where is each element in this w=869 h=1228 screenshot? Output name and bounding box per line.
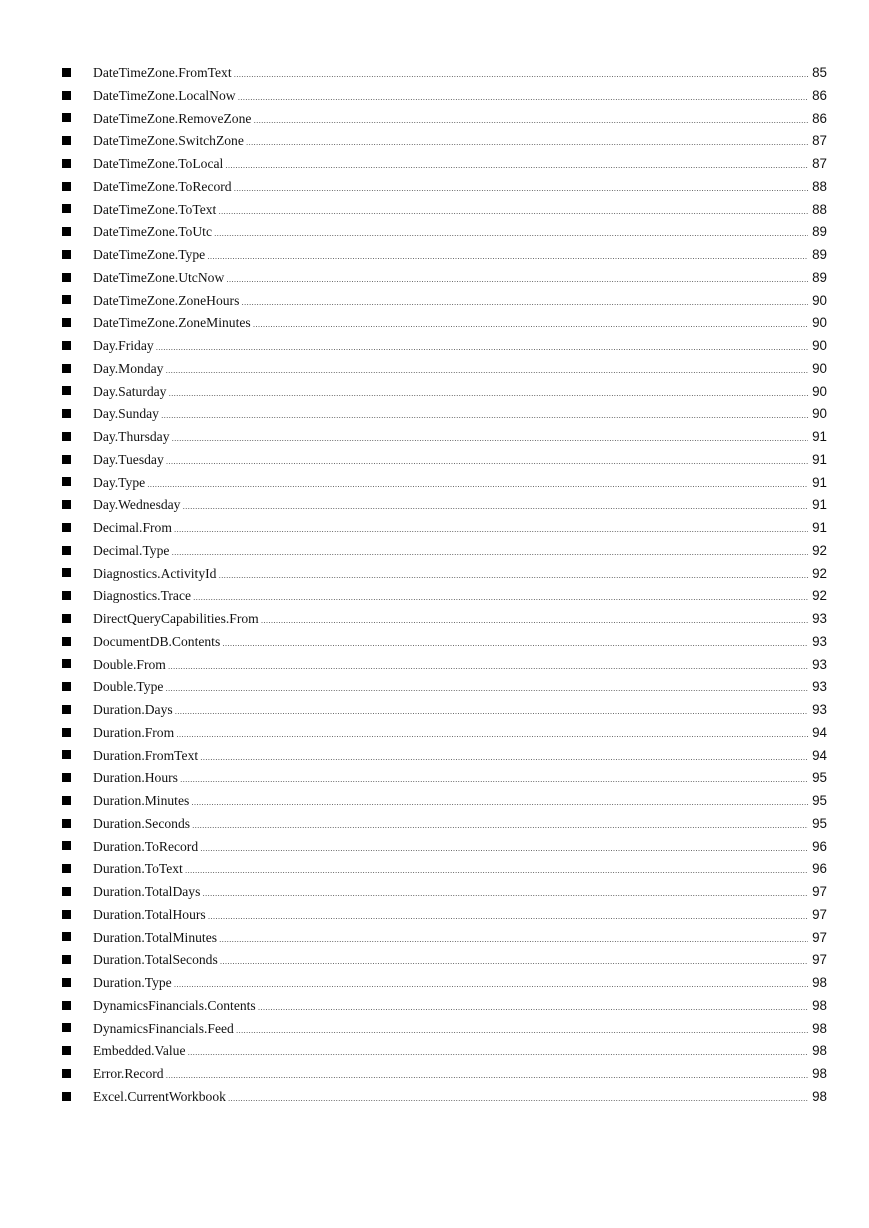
toc-entry-title[interactable]: DateTimeZone.LocalNow [93, 87, 236, 103]
toc-entry-title[interactable]: Day.Wednesday [93, 497, 181, 513]
toc-entry-title[interactable]: DateTimeZone.ToRecord [93, 178, 232, 194]
toc-page-number[interactable]: 93 [812, 679, 827, 695]
toc-page-number[interactable]: 98 [812, 1043, 827, 1059]
square-bullet-icon [62, 1023, 71, 1032]
toc-entry[interactable] [62, 517, 827, 540]
dot-leader [253, 313, 808, 336]
toc-entry[interactable] [62, 654, 827, 677]
dot-leader [220, 950, 808, 973]
dot-leader [182, 495, 808, 518]
dot-leader [258, 996, 808, 1019]
square-bullet-icon [62, 91, 71, 100]
toc-entry-title[interactable]: Day.Friday [93, 338, 154, 353]
dot-leader [187, 1041, 808, 1064]
square-bullet-icon [62, 614, 71, 623]
square-bullet-icon [62, 910, 71, 919]
toc-entry-title[interactable]: DateTimeZone.SwitchZone [93, 133, 244, 149]
dot-leader [253, 109, 808, 132]
toc-entry-title[interactable]: DateTimeZone.RemoveZone [93, 110, 252, 126]
toc-page-number[interactable]: 95 [812, 815, 827, 831]
toc-entry-title[interactable]: Day.Monday [93, 360, 164, 376]
square-bullet-icon [62, 409, 71, 418]
dot-leader [219, 928, 808, 951]
toc-entry-title[interactable]: Day.Tuesday [93, 451, 164, 467]
toc-page-number[interactable]: 90 [812, 360, 827, 376]
dot-leader [234, 63, 808, 86]
toc-entry-title[interactable]: Duration.TotalHours [93, 906, 206, 922]
toc-entry[interactable] [62, 358, 827, 381]
toc-page-number[interactable]: 86 [812, 110, 827, 126]
square-bullet-icon [62, 318, 71, 327]
toc-page-number[interactable]: 98 [812, 997, 827, 1013]
square-bullet-icon [62, 864, 71, 873]
square-bullet-icon [62, 955, 71, 964]
toc-page-number[interactable]: 97 [812, 906, 827, 922]
toc-entry-title[interactable]: Duration.ToRecord [93, 838, 199, 854]
square-bullet-icon [62, 432, 71, 441]
square-bullet-icon [62, 978, 71, 987]
toc-entry[interactable] [62, 767, 827, 790]
dot-leader [208, 905, 808, 928]
dot-leader [226, 268, 808, 291]
toc-entry-title[interactable]: DocumentDB.Contents [93, 633, 221, 649]
toc-page-number[interactable]: 89 [812, 269, 827, 285]
toc-entry-title[interactable]: Duration.Days [93, 702, 173, 717]
toc-entry-title[interactable]: Day.Sunday [93, 406, 159, 422]
dot-leader [192, 814, 808, 837]
dot-leader [166, 450, 808, 473]
toc-page-number[interactable]: 92 [812, 542, 827, 558]
toc-entry[interactable] [62, 267, 827, 290]
square-bullet-icon [62, 477, 71, 486]
square-bullet-icon [62, 546, 71, 555]
dot-leader [218, 564, 808, 587]
dot-leader [222, 632, 808, 655]
square-bullet-icon [62, 819, 71, 828]
toc-entry[interactable] [62, 312, 827, 335]
dot-leader [147, 473, 808, 496]
toc-page-number[interactable]: 90 [812, 338, 827, 353]
dot-leader [234, 177, 808, 200]
square-bullet-icon [62, 523, 71, 532]
square-bullet-icon [62, 682, 71, 691]
toc-page-number[interactable]: 91 [812, 520, 827, 535]
toc-entry-title[interactable]: DateTimeZone.UtcNow [93, 269, 225, 285]
dot-leader [165, 359, 808, 382]
toc-page-number[interactable]: 91 [812, 451, 827, 467]
toc-page-number[interactable]: 93 [812, 633, 827, 649]
square-bullet-icon [62, 273, 71, 282]
toc-entry-title[interactable]: Duration.Seconds [93, 815, 191, 831]
toc-entry[interactable] [62, 540, 827, 563]
toc-page-number[interactable]: 93 [812, 656, 827, 672]
toc-entry-title[interactable]: Decimal.From [93, 520, 172, 535]
toc-page-number[interactable]: 91 [812, 497, 827, 513]
toc-page-number[interactable]: 98 [812, 975, 827, 990]
square-bullet-icon [62, 796, 71, 805]
toc-entry[interactable] [62, 199, 827, 222]
toc-page-number[interactable]: 98 [812, 1020, 827, 1036]
dot-leader [185, 859, 808, 882]
toc-entry-title[interactable]: DateTimeZone.Type [93, 247, 206, 262]
toc-entry-title[interactable]: Duration.FromText [93, 747, 199, 763]
toc-entry-title[interactable]: Duration.Hours [93, 770, 178, 786]
toc-entry-title[interactable]: Error.Record [93, 1066, 164, 1081]
toc-entry[interactable] [62, 927, 827, 950]
toc-entry-title[interactable]: Duration.Type [93, 975, 172, 990]
toc-entry[interactable] [62, 949, 827, 972]
toc-page-number[interactable]: 86 [812, 87, 827, 103]
toc-page-number[interactable]: 97 [812, 884, 827, 899]
dot-leader [261, 609, 808, 632]
dot-leader [202, 882, 808, 905]
dot-leader [200, 746, 808, 769]
dot-leader [225, 154, 808, 177]
square-bullet-icon [62, 637, 71, 646]
toc-entry[interactable] [62, 176, 827, 199]
square-bullet-icon [62, 364, 71, 373]
dot-leader [214, 222, 808, 245]
toc-entry-title[interactable]: Duration.Minutes [93, 793, 190, 808]
dot-leader [241, 291, 808, 314]
toc-entry-title[interactable]: DateTimeZone.FromText [93, 65, 232, 80]
toc-page-number[interactable]: 96 [812, 861, 827, 877]
dot-leader [166, 1064, 808, 1087]
dot-leader [172, 427, 808, 450]
toc-page-number[interactable]: 97 [812, 952, 827, 968]
square-bullet-icon [62, 841, 71, 850]
toc-entry[interactable] [62, 631, 827, 654]
toc-page-number[interactable]: 89 [812, 224, 827, 240]
toc-entry[interactable] [62, 1040, 827, 1063]
toc-entry-title[interactable]: DateTimeZone.ZoneMinutes [93, 315, 251, 331]
toc-page-number[interactable]: 98 [812, 1066, 827, 1081]
square-bullet-icon [62, 182, 71, 191]
dot-leader [228, 1087, 808, 1110]
dot-leader [175, 700, 808, 723]
toc-entry[interactable] [62, 563, 827, 586]
toc-entry-title[interactable]: DirectQueryCapabilities.From [93, 611, 259, 626]
square-bullet-icon [62, 113, 71, 122]
dot-leader [218, 200, 808, 223]
toc-page-number[interactable]: 91 [812, 429, 827, 444]
toc-entry-title[interactable]: Double.Type [93, 679, 164, 695]
toc-entry-title[interactable]: Duration.TotalDays [93, 884, 201, 899]
toc-entry[interactable] [62, 585, 827, 608]
toc-entry[interactable] [62, 472, 827, 495]
dot-leader [174, 973, 808, 996]
toc-entry-title[interactable]: Diagnostics.Trace [93, 588, 192, 604]
square-bullet-icon [62, 1046, 71, 1055]
toc-entry[interactable] [62, 904, 827, 927]
square-bullet-icon [62, 68, 71, 77]
toc-entry[interactable] [62, 745, 827, 768]
toc-entry-title[interactable]: Decimal.Type [93, 542, 170, 558]
toc-page-number[interactable]: 98 [812, 1088, 827, 1104]
toc-page-number[interactable]: 88 [812, 178, 827, 194]
toc-entry[interactable] [62, 494, 827, 517]
toc-entry[interactable] [62, 244, 827, 267]
square-bullet-icon [62, 1069, 71, 1078]
square-bullet-icon [62, 659, 71, 668]
square-bullet-icon [62, 136, 71, 145]
dot-leader [165, 677, 808, 700]
toc-page-number[interactable]: 92 [812, 565, 827, 581]
toc-entry[interactable] [62, 449, 827, 472]
dot-leader [238, 86, 808, 109]
toc-entry-title[interactable]: Diagnostics.ActivityId [93, 565, 217, 581]
toc-entry[interactable] [62, 290, 827, 313]
toc-entry-title[interactable]: DynamicsFinancials.Contents [93, 997, 256, 1013]
toc-page-number[interactable]: 93 [812, 611, 827, 626]
toc-page-number[interactable]: 94 [812, 747, 827, 763]
toc-page-number[interactable]: 95 [812, 770, 827, 786]
dot-leader [180, 768, 808, 791]
toc-entry-title[interactable]: Duration.From [93, 724, 175, 740]
toc-page-number[interactable]: 87 [812, 156, 827, 171]
square-bullet-icon [62, 932, 71, 941]
toc-entry[interactable] [62, 858, 827, 881]
toc-entry[interactable] [62, 381, 827, 404]
square-bullet-icon [62, 341, 71, 350]
toc-page-number[interactable]: 91 [812, 474, 827, 490]
toc-entry[interactable] [62, 62, 827, 85]
square-bullet-icon [62, 1001, 71, 1010]
toc-entry[interactable] [62, 1018, 827, 1041]
square-bullet-icon [62, 204, 71, 213]
dot-leader [176, 723, 808, 746]
square-bullet-icon [62, 1092, 71, 1101]
toc-entry[interactable] [62, 426, 827, 449]
toc-entry[interactable] [62, 972, 827, 995]
square-bullet-icon [62, 159, 71, 168]
toc-page-number[interactable]: 93 [812, 702, 827, 717]
toc-entry-title[interactable]: Duration.TotalMinutes [93, 929, 218, 945]
dot-leader [168, 655, 808, 678]
dot-leader [168, 382, 808, 405]
square-bullet-icon [62, 568, 71, 577]
toc-entry[interactable] [62, 995, 827, 1018]
toc-entry-title[interactable]: Day.Thursday [93, 429, 170, 444]
toc-entry[interactable] [62, 1086, 827, 1109]
toc-entry-title[interactable]: DateTimeZone.ToLocal [93, 156, 224, 171]
toc-page-number[interactable]: 95 [812, 793, 827, 808]
square-bullet-icon [62, 705, 71, 714]
square-bullet-icon [62, 887, 71, 896]
toc-page-number[interactable]: 90 [812, 292, 827, 308]
toc-entry[interactable] [62, 676, 827, 699]
square-bullet-icon [62, 591, 71, 600]
toc-entry[interactable] [62, 85, 827, 108]
square-bullet-icon [62, 455, 71, 464]
toc-entry-title[interactable]: Excel.CurrentWorkbook [93, 1088, 226, 1104]
dot-leader [191, 791, 808, 814]
toc-page-number[interactable]: 97 [812, 929, 827, 945]
toc-entry-title[interactable]: Duration.TotalSeconds [93, 952, 218, 968]
toc-page-number[interactable]: 87 [812, 133, 827, 149]
dot-leader [200, 837, 808, 860]
toc-entry[interactable] [62, 1063, 827, 1086]
dot-leader [161, 404, 808, 427]
toc-entry[interactable] [62, 836, 827, 859]
square-bullet-icon [62, 750, 71, 759]
toc-page-number[interactable]: 89 [812, 247, 827, 262]
table-of-contents [62, 62, 827, 1109]
toc-entry-title[interactable]: Double.From [93, 656, 166, 672]
toc-page-number[interactable]: 96 [812, 838, 827, 854]
square-bullet-icon [62, 773, 71, 782]
toc-entry[interactable] [62, 722, 827, 745]
dot-leader [174, 518, 808, 541]
square-bullet-icon [62, 250, 71, 259]
toc-entry[interactable] [62, 130, 827, 153]
dot-leader [246, 131, 808, 154]
toc-entry-title[interactable]: Duration.ToText [93, 861, 183, 877]
toc-entry-title[interactable]: DynamicsFinancials.Feed [93, 1020, 234, 1036]
toc-entry[interactable] [62, 335, 827, 358]
dot-leader [236, 1019, 808, 1042]
toc-entry[interactable] [62, 813, 827, 836]
toc-entry[interactable] [62, 403, 827, 426]
toc-page-number[interactable]: 85 [812, 65, 827, 80]
dot-leader [156, 336, 808, 359]
toc-entry[interactable] [62, 153, 827, 176]
toc-entry[interactable] [62, 881, 827, 904]
toc-page-number[interactable]: 92 [812, 588, 827, 604]
square-bullet-icon [62, 386, 71, 395]
toc-entry-title[interactable]: Embedded.Value [93, 1043, 186, 1059]
toc-entry-title[interactable]: DateTimeZone.ToUtc [93, 224, 212, 240]
square-bullet-icon [62, 227, 71, 236]
toc-entry[interactable] [62, 108, 827, 131]
toc-page-number[interactable]: 88 [812, 201, 827, 217]
toc-entry[interactable] [62, 699, 827, 722]
dot-leader [207, 245, 808, 268]
toc-page-number[interactable]: 94 [812, 724, 827, 740]
square-bullet-icon [62, 728, 71, 737]
dot-leader [193, 586, 808, 609]
toc-entry-title[interactable]: Day.Saturday [93, 383, 167, 399]
toc-entry[interactable] [62, 790, 827, 813]
toc-entry[interactable] [62, 608, 827, 631]
toc-page-number[interactable]: 90 [812, 406, 827, 422]
square-bullet-icon [62, 500, 71, 509]
square-bullet-icon [62, 295, 71, 304]
toc-page-number[interactable]: 90 [812, 383, 827, 399]
toc-page-number[interactable]: 90 [812, 315, 827, 331]
toc-entry-title[interactable]: DateTimeZone.ZoneHours [93, 292, 240, 308]
toc-entry[interactable] [62, 221, 827, 244]
toc-entry-title[interactable]: DateTimeZone.ToText [93, 201, 217, 217]
toc-entry-title[interactable]: Day.Type [93, 474, 146, 490]
dot-leader [171, 541, 808, 564]
